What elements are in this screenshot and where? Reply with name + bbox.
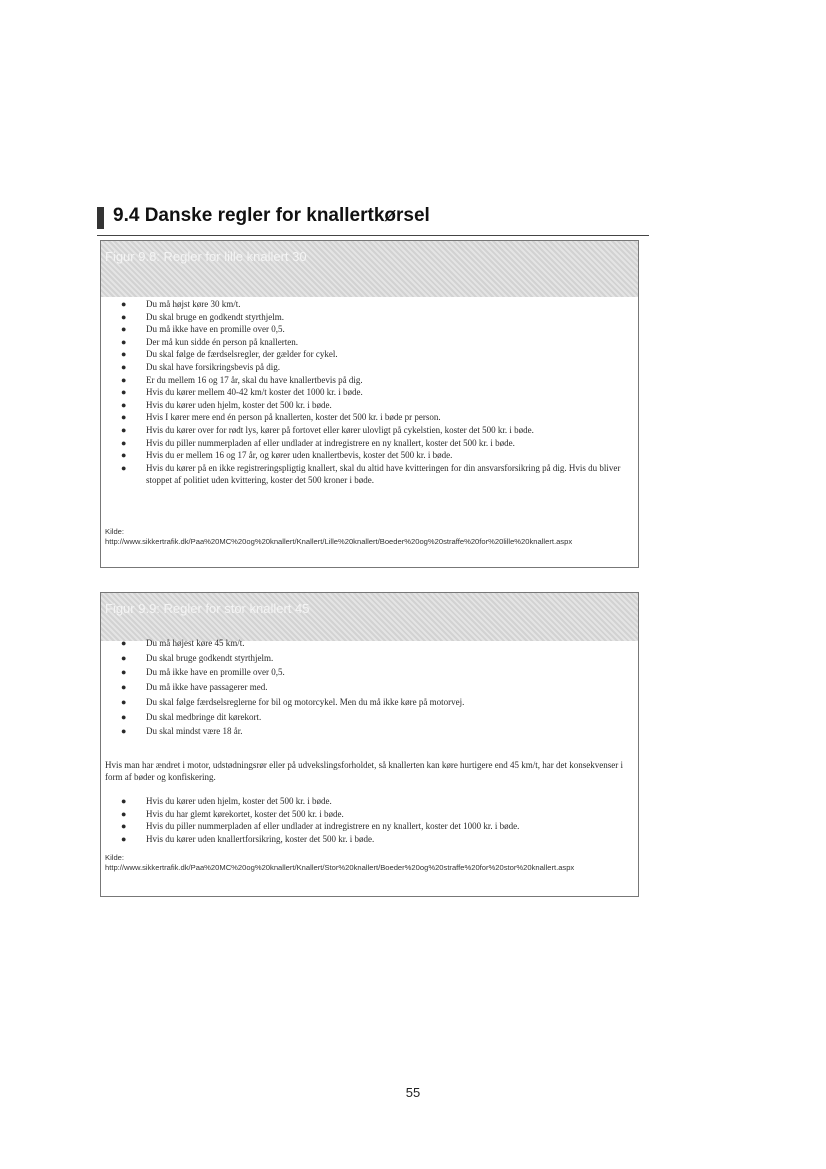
bullet-icon: ●	[121, 361, 127, 372]
bullet-icon: ●	[121, 682, 127, 693]
list-item	[121, 695, 633, 710]
bullet-icon: ●	[121, 349, 127, 360]
source-reference	[105, 527, 636, 546]
bullet-icon: ●	[121, 374, 127, 385]
list-item-text: Du skal mindst være 18 år.	[146, 726, 243, 737]
list-item-text: Du skal medbringe dit kørekort.	[146, 711, 262, 722]
list-item-text: Hvis du kører mellem 40-42 km/t koster det 1000 kr. i bøde.	[146, 387, 363, 398]
list-item	[121, 411, 633, 424]
list-item-text: Hvis du kører uden hjelm, koster det 500 kr. i bøde.	[146, 399, 332, 410]
list-item	[121, 820, 633, 833]
list-item-text: Er du mellem 16 og 17 år, skal du have knallertbevis på dig.	[146, 374, 363, 385]
figure-header	[101, 593, 638, 641]
list-item	[121, 651, 633, 666]
figure-box-small-moped	[100, 240, 639, 568]
list-item	[121, 311, 633, 324]
list-item	[121, 336, 633, 349]
list-item-text: Hvis du kører uden hjelm, koster det 500 kr. i bøde.	[146, 796, 332, 806]
bullet-icon: ●	[121, 399, 127, 410]
source-url: http://www.sikkertrafik.dk/Paa%20MC%20og%20knallert/Knallert/Stor%20knallert/Boeder%20og%20straffe%20for%20stor%20knallert.aspx	[105, 862, 575, 872]
list-item-text: Du skal bruge godkendt styrthjelm.	[146, 652, 274, 663]
list-item-text: Du må ikke have en promille over 0,5.	[146, 324, 285, 335]
bullet-icon: ●	[121, 336, 127, 347]
rules-list	[121, 298, 633, 487]
source-label: Kilde:	[105, 527, 124, 536]
list-item-text: Du skal følge færdselsreglerne for bil og motorcykel. Men du må ikke køre på motorvej.	[146, 696, 465, 707]
bullet-icon: ●	[121, 652, 127, 663]
list-item-text: Du skal følge de færdselsregler, der gælder for cykel.	[146, 349, 338, 360]
list-item	[121, 374, 633, 387]
bullet-icon: ●	[121, 299, 127, 309]
bullet-icon: ●	[121, 808, 127, 819]
bullet-icon: ●	[121, 726, 127, 737]
section-title: 9.4 Danske regler for knallertkørsel	[113, 205, 430, 226]
list-item	[121, 665, 633, 680]
bullet-icon: ●	[121, 311, 127, 322]
list-item	[121, 710, 633, 725]
list-item-text: Hvis du piller nummerpladen af eller undlader at indregistrere en ny knallert, koster det 1000 kr. i bøde.	[146, 821, 520, 832]
list-item-text: Hvis du kører uden knallertforsikring, koster det 500 kr. i bøde.	[146, 833, 375, 844]
list-item	[121, 437, 633, 450]
figure-caption: Figur 9.9: Regler for stor knallert 45	[105, 601, 310, 616]
list-item	[121, 808, 633, 821]
rules-list	[121, 636, 633, 739]
list-item-text: Hvis du kører over for rødt lys, kører på fortovet eller kører ulovligt på cykelstien, koster det 500 kr. i bøde.	[146, 424, 534, 435]
bullet-icon: ●	[121, 324, 127, 335]
bullet-icon: ●	[121, 412, 127, 423]
list-item-text: Hvis I kører mere end én person på knallerten, koster det 500 kr. i bøde pr person.	[146, 412, 441, 423]
bullet-icon: ●	[121, 387, 127, 398]
list-item-text: Hvis du kører på en ikke registreringspligtig knallert, skal du altid have kvitteringen for din ansvarsforsikring på dig. Hvis du bliver stoppet af politiet uden kvittering, koster det 500 kroner i bøde.	[146, 462, 621, 486]
bullet-icon: ●	[121, 796, 127, 806]
list-item	[121, 680, 633, 695]
figure-header	[101, 241, 638, 297]
bullet-icon: ●	[121, 424, 127, 435]
bullet-icon: ●	[121, 667, 127, 678]
page-number: 55	[405, 1085, 421, 1100]
list-item	[121, 361, 633, 374]
list-item	[121, 399, 633, 412]
figure-box-large-moped	[100, 592, 639, 897]
consequences-paragraph: Hvis man har ændret i motor, udstødningsrør eller på udvekslingsforholdet, så knallerten kan køre hurtigere end 45 km/t, har det konsekvenser i form af bøder og konfiskering.	[105, 760, 624, 782]
bullet-icon: ●	[121, 450, 127, 461]
section-heading	[97, 205, 649, 236]
figure-caption: Figur 9.8: Regler for lille knallert 30	[105, 249, 307, 264]
list-item-text: Du skal have forsikringsbevis på dig.	[146, 361, 280, 372]
bullet-icon: ●	[121, 696, 127, 707]
bullet-icon: ●	[121, 437, 127, 448]
source-reference	[105, 853, 636, 872]
list-item	[121, 449, 633, 462]
list-item-text: Du må ikke have passagerer med.	[146, 682, 268, 693]
list-item-text: Der må kun sidde én person på knallerten.	[146, 336, 298, 347]
list-item-text: Du må højest køre 45 km/t.	[146, 638, 245, 648]
list-item	[121, 795, 633, 808]
source-label: Kilde:	[105, 853, 124, 862]
list-item	[121, 462, 633, 487]
bullet-icon: ●	[121, 462, 127, 473]
list-item-text: Hvis du er mellem 16 og 17 år, og kører uden knallertbevis, koster det 500 kr. i bøde.	[146, 450, 453, 461]
list-item	[121, 298, 633, 311]
list-item	[121, 724, 633, 739]
bullet-icon: ●	[121, 833, 127, 844]
list-item	[121, 833, 633, 846]
list-item	[121, 386, 633, 399]
bullet-icon: ●	[121, 638, 127, 648]
list-item-text: Du må ikke have en promille over 0,5.	[146, 667, 285, 678]
heading-marker	[97, 207, 104, 229]
list-item	[121, 348, 633, 361]
list-item	[121, 424, 633, 437]
bullet-icon: ●	[121, 821, 127, 832]
list-item-text: Hvis du piller nummerpladen af eller undlader at indregistrere en ny knallert, koster det 500 kr. i bøde.	[146, 437, 515, 448]
bullet-icon: ●	[121, 711, 127, 722]
list-item-text: Du må højst køre 30 km/t.	[146, 299, 241, 309]
source-url: http://www.sikkertrafik.dk/Paa%20MC%20og%20knallert/Knallert/Lille%20knallert/Boeder%20og%20straffe%20for%20lille%20knallert.aspx	[105, 536, 573, 546]
list-item-text: Du skal bruge en godkendt styrthjelm.	[146, 311, 284, 322]
fines-list	[121, 795, 633, 845]
list-item-text: Hvis du har glemt kørekortet, koster det 500 kr. i bøde.	[146, 808, 344, 819]
list-item	[121, 323, 633, 336]
list-item	[121, 636, 633, 651]
